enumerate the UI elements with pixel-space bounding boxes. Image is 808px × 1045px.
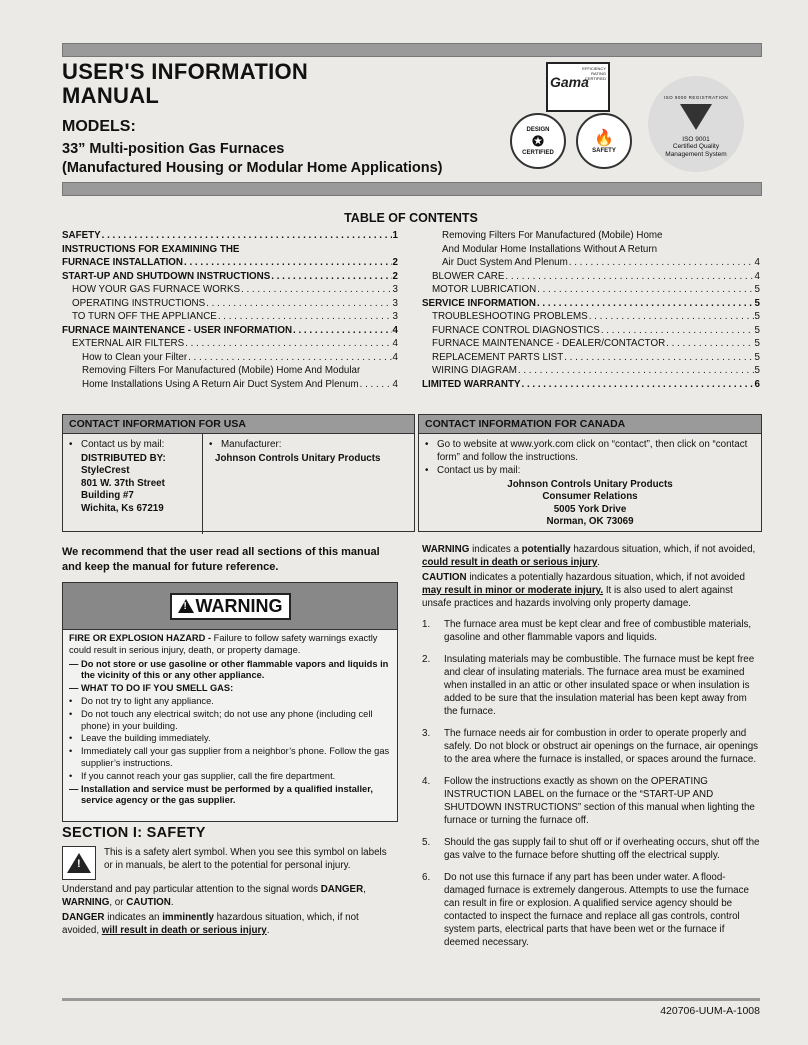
toc-entry-label: FURNACE MAINTENANCE - USER INFORMATION	[62, 324, 293, 336]
contact-usa-box	[62, 414, 415, 532]
bullet-icon: •	[425, 465, 429, 476]
manual-title	[62, 60, 308, 108]
list-item-number: 4.	[422, 776, 431, 787]
toc-entry-page: 5	[754, 338, 760, 349]
flame-icon: 🔥	[594, 130, 614, 147]
seal2-text: SAFETY	[592, 148, 616, 154]
toc-leader-dots	[271, 270, 391, 284]
section-safety-body	[62, 846, 396, 939]
hazard-text: Failure to follow safety warnings exactly could result in serious injury, death, or property damage.	[69, 633, 378, 655]
iso-seal	[648, 76, 744, 172]
list-item	[422, 618, 760, 644]
toc-leader-dots	[218, 310, 392, 324]
dash-icon: —	[69, 683, 79, 694]
bullet-icon: •	[69, 733, 73, 744]
toc-leader-dots	[666, 337, 753, 351]
toc-entry-page: 3	[392, 284, 398, 295]
signal-warning: WARNING	[62, 897, 110, 908]
toc-entry-page: 4	[392, 378, 398, 390]
toc-entry	[62, 256, 398, 270]
warning-box	[62, 582, 398, 822]
toc-entry-page: 4	[754, 257, 760, 268]
toc-leader-dots	[569, 256, 754, 270]
list-item-text: The furnace needs air for combustion in order to operate properly and safely. Do not block or obstruct air openings on the furnace, air openings to the area where the furnace is installed, or spaces around the furnace.	[444, 728, 759, 765]
warning-mid: hazardous situation, which, if not avoided,	[570, 544, 756, 555]
toc-leader-dots	[537, 283, 753, 297]
gama-small-text: EFFICIENCY RATING CERTIFIED	[582, 66, 606, 81]
usa-manufacturer: Johnson Controls Unitary Products	[215, 452, 381, 464]
canada-dept: Consumer Relations	[542, 491, 638, 502]
dash-icon: —	[69, 658, 79, 669]
toc-entry-label: EXTERNAL AIR FILTERS	[72, 338, 185, 349]
list-item-number: 2.	[422, 654, 431, 665]
title-line2: MANUAL	[62, 83, 160, 108]
toc-leader-dots	[564, 351, 753, 365]
list-item-text: Should the gas supply fail to shut off or if overheating occurs, shut off the gas valve to the furnace before shutting off the electrical supply.	[444, 837, 760, 861]
warning-badge	[170, 593, 291, 620]
toc-entry-label: HOW YOUR GAS FURNACE WORKS	[72, 284, 241, 295]
list-item-number: 1.	[422, 619, 431, 630]
signal-end: .	[170, 897, 174, 908]
toc-entry-label: START-UP AND SHUTDOWN INSTRUCTIONS	[62, 270, 271, 282]
canada-mail-label: Contact us by mail:	[437, 465, 521, 476]
safety-numbered-list	[422, 618, 760, 949]
header-bar-bottom	[62, 182, 762, 196]
canada-company: Johnson Controls Unitary Products	[507, 478, 673, 490]
toc-entry-page: 5	[754, 297, 760, 309]
toc-entry-page: 4	[754, 270, 760, 282]
warning-bullet-2: Do not touch any electrical switch; do not use any phone (including cell phone) in your building.	[81, 708, 373, 731]
toc-left-column	[62, 229, 398, 391]
toc-leader-dots	[184, 256, 392, 270]
iso-line1: ISO 9001	[682, 135, 710, 143]
toc-entry	[422, 229, 760, 243]
caution-pre: indicates a potentially hazardous situation, which, if not avoided	[466, 572, 745, 583]
safety-seal	[576, 113, 632, 169]
title-line1: USER'S INFORMATION	[62, 59, 309, 84]
toc-entry-label: How to Clean your Filter	[82, 351, 188, 363]
toc-entry-page: 4	[392, 338, 398, 349]
doc-number: 420706-UUM-A-1008	[660, 1005, 760, 1017]
warning-triangle-icon: !	[178, 599, 194, 613]
dont-store-text: Do not store or use gasoline or other flammable vapors and liquids in the vicinity of this or any other appliance.	[81, 658, 389, 681]
toc-entry	[422, 324, 760, 338]
contact-usa-heading: CONTACT INFORMATION FOR USA	[63, 415, 414, 434]
bullet-icon: •	[69, 746, 73, 757]
contact-canada-body	[419, 434, 761, 533]
contact-canada-box	[418, 414, 762, 532]
toc-entry	[62, 297, 398, 311]
warning-definition	[422, 543, 760, 569]
toc-entry-label: SERVICE INFORMATION	[422, 297, 536, 309]
warning-bullet-4: Immediately call your gas supplier from a neighbor’s phone. Follow the gas supplier’s instructions.	[81, 746, 390, 768]
bullet-icon: •	[69, 770, 73, 781]
list-item-text: The furnace area must be kept clear and free of combustible materials, gasoline and other flammable vapors and liquids.	[444, 619, 752, 643]
toc-leader-dots	[601, 324, 754, 338]
list-item	[422, 653, 760, 718]
seal1-star-icon: ✪	[532, 132, 544, 149]
safety-alert-icon: !	[67, 853, 91, 873]
toc-entry-label: Air Duct System And Plenum	[442, 257, 568, 268]
toc-entry	[422, 378, 760, 392]
list-item	[422, 871, 760, 949]
what-to-do-text: WHAT TO DO IF YOU SMELL GAS:	[81, 683, 234, 694]
bullet-icon: •	[69, 695, 73, 706]
toc-leader-dots	[185, 337, 391, 351]
warning-end: .	[597, 557, 601, 568]
bullet-icon: •	[69, 708, 73, 719]
toc-entry	[422, 337, 760, 351]
warning-content	[63, 630, 397, 811]
warning-pre: indicates a	[469, 544, 522, 555]
toc-entry	[62, 337, 398, 351]
design-certified-seal	[510, 113, 566, 169]
danger-end: .	[266, 925, 270, 936]
toc-entry-label: MOTOR LUBRICATION	[432, 284, 537, 295]
subtitle-line1: 33” Multi-position Gas Furnaces	[62, 141, 285, 157]
toc-entry	[62, 283, 398, 297]
warning-badge-label: WARNING	[195, 595, 283, 616]
toc-entry-label: FURNACE MAINTENANCE - DEALER/CONTACTOR	[432, 338, 666, 349]
toc-entry	[62, 229, 398, 243]
list-item-number: 5.	[422, 837, 431, 848]
toc-entry-label: BLOWER CARE	[432, 270, 505, 282]
toc-entry-page: 5	[754, 365, 760, 376]
toc-entry-label: FURNACE INSTALLATION	[62, 257, 183, 268]
toc-entry-label: WIRING DIAGRAM	[432, 365, 517, 376]
usa-company: StyleCrest	[81, 465, 130, 476]
toc-leader-dots	[293, 324, 392, 338]
install-text: Installation and service must be performed by a qualified installer, service agency or the gas supplier.	[81, 783, 373, 806]
iso-triangle-icon	[680, 104, 712, 130]
toc-entry-page: 2	[392, 270, 398, 282]
warning-bullet-5: If you cannot reach your gas supplier, call the fire department.	[81, 770, 336, 781]
dash-icon: —	[69, 783, 79, 794]
toc-entry-page: 5	[754, 351, 760, 363]
caution-result: may result in minor or moderate injury.	[422, 585, 604, 596]
contact-usa-mail	[63, 434, 203, 534]
list-item	[422, 775, 760, 827]
usa-manufacturer-label: Manufacturer:	[221, 439, 282, 450]
signal-sep1: ,	[363, 884, 366, 895]
danger-imminently: imminently	[162, 912, 214, 923]
toc-entry	[422, 270, 760, 284]
models-label: MODELS:	[62, 118, 136, 135]
caution-end: It is also used to alert against unsafe practices and hazards involving only property damage.	[422, 585, 733, 609]
warning-header	[63, 583, 397, 630]
caution-word: CAUTION	[422, 572, 467, 583]
section-safety-heading: SECTION I: SAFETY	[62, 825, 206, 841]
hazard-title: FIRE OR EXPLOSION HAZARD -	[69, 633, 212, 643]
safety-alert-symbol	[62, 846, 96, 880]
toc-entry-label: Home Installations Using A Return Air Duct System And Plenum	[82, 378, 359, 390]
contact-usa-manufacturer	[203, 434, 414, 534]
signal-danger: DANGER	[320, 884, 364, 895]
toc-entry-page: 5	[754, 324, 760, 336]
toc-entry	[422, 283, 760, 297]
toc-entry-label: INSTRUCTIONS FOR EXAMINING THE	[62, 243, 240, 255]
toc-entry-page: 6	[754, 378, 760, 390]
toc-entry	[62, 310, 398, 324]
toc-entry-label: OPERATING INSTRUCTIONS	[72, 297, 206, 309]
danger-pre: indicates an	[104, 912, 163, 923]
bullet-icon: •	[425, 439, 429, 450]
contact-canada-heading: CONTACT INFORMATION FOR CANADA	[419, 415, 761, 434]
toc-entry-label: TO TURN OFF THE APPLIANCE	[72, 311, 217, 322]
usa-mail-label: Contact us by mail:	[81, 439, 165, 450]
seal1-bottom-text: CERTIFIED	[522, 149, 554, 156]
iso-arc-text: ISO 9000 REGISTRATION	[663, 95, 729, 100]
toc-leader-dots	[505, 270, 753, 284]
toc-entry-page: 3	[392, 311, 398, 322]
canada-street: 5005 York Drive	[553, 503, 627, 515]
toc-leader-dots	[188, 351, 391, 365]
danger-word: DANGER	[62, 912, 105, 923]
toc-entry	[422, 243, 760, 257]
toc-entry-label: FURNACE CONTROL DIAGNOSTICS	[432, 324, 600, 336]
toc-entry-page: 1	[392, 230, 398, 241]
toc-entry-label: Removing Filters For Manufactured (Mobile) Home	[442, 230, 663, 241]
toc-entry	[422, 297, 760, 311]
gama-logo-text: Gama	[550, 74, 589, 90]
bullet-icon: •	[69, 439, 73, 450]
list-item	[422, 727, 760, 766]
toc-entry	[422, 256, 760, 270]
toc-title: TABLE OF CONTENTS	[344, 211, 478, 225]
signal-caution: CAUTION	[126, 897, 171, 908]
toc-entry	[62, 243, 398, 257]
iso-line2: Certified Quality	[672, 143, 720, 150]
toc-leader-dots	[518, 364, 754, 378]
signal-words-text	[62, 883, 396, 909]
toc-entry-label: SAFETY	[62, 230, 101, 241]
warning-word: WARNING	[422, 544, 470, 555]
toc-entry-label: TROUBLESHOOTING PROBLEMS	[432, 311, 588, 322]
list-item-text: Follow the instructions exactly as shown on the OPERATING INSTRUCTION LABEL on the furnace or the “START-UP AND SHUTDOWN INSTRUCTIONS” section of this manual when lighting the furnace or turning the furnace off.	[444, 776, 755, 826]
caution-definition	[422, 571, 760, 610]
toc-entry-page: 4	[392, 351, 398, 363]
toc-leader-dots	[360, 378, 392, 392]
usa-distributed-by: DISTRIBUTED BY:	[81, 452, 166, 464]
toc-entry	[422, 310, 760, 324]
list-item-number: 3.	[422, 728, 431, 739]
toc-entry-page: 3	[392, 297, 398, 309]
canada-city: Norman, OK 73069	[546, 516, 634, 527]
toc-leader-dots	[537, 297, 754, 311]
toc-entry-page: 5	[754, 284, 760, 295]
warning-bullet-1: Do not try to light any appliance.	[81, 695, 214, 706]
toc-entry-page: 5	[754, 311, 760, 322]
models-subtitle	[62, 140, 443, 178]
usa-city: Wichita, Ks 67219	[81, 502, 164, 514]
usa-building: Building #7	[81, 490, 134, 501]
toc-leader-dots	[589, 310, 754, 324]
signal-sep2: , or	[109, 897, 127, 908]
toc-entry-page: 2	[392, 257, 398, 268]
list-item-text: Insulating materials may be combustible. The furnace must be kept free and clear of insulating materials. The furnace area must be examined when installed in an attic or other insulated space or when insulation is added to be sure that the insulation material has been kept away from the furnace.	[444, 654, 755, 717]
toc-leader-dots	[206, 297, 391, 311]
toc-entry-label: Removing Filters For Manufactured (Mobile) Home And Modular	[82, 365, 361, 376]
toc-entry	[62, 351, 398, 365]
list-item-number: 6.	[422, 872, 431, 883]
toc-leader-dots	[522, 378, 754, 392]
danger-text	[62, 911, 396, 937]
danger-mid: hazardous situation, which, if not avoided,	[62, 912, 359, 936]
toc-entry	[62, 324, 398, 338]
safety-alert-text: This is a safety alert symbol. When you see this symbol on labels or in manuals, be alert to the potential for personal injury.	[104, 847, 387, 871]
toc-entry-label: And Modular Home Installations Without A Return	[442, 243, 658, 255]
canada-web-text: Go to website at www.york.com click on “contact”, then click on “contact form” and follow the instructions.	[437, 439, 748, 463]
footer-line	[62, 998, 760, 1001]
danger-result: will result in death or serious injury	[101, 925, 267, 936]
signal-pre: Understand and pay particular attention to the signal words	[62, 884, 321, 895]
warning-result: could result in death or serious injury	[422, 557, 598, 568]
list-item-text: Do not use this furnace if any part has been under water. A flood-damaged furnace is extremely dangerous. Attempts to use the furnace can result in fire or explosion. A qualified service agency should be contacted to inspect the furnace and replace all gas controls, control system parts, electrical parts that have been wet or the furnace if deemed necessary.	[444, 872, 749, 948]
right-column	[422, 543, 760, 958]
bullet-icon: •	[209, 439, 213, 450]
list-item	[422, 836, 760, 862]
toc-entry	[62, 378, 398, 392]
toc-entry	[422, 351, 760, 365]
toc-entry-label: LIMITED WARRANTY	[422, 378, 521, 390]
toc-entry	[422, 364, 760, 378]
toc-leader-dots	[102, 229, 392, 243]
toc-entry	[62, 270, 398, 284]
usa-street: 801 W. 37th Street	[81, 477, 165, 489]
toc-leader-dots	[241, 283, 392, 297]
recommend-text: We recommend that the user read all sections of this manual and keep the manual for future reference.	[62, 546, 380, 573]
header-bar	[62, 43, 762, 57]
iso-line3: Management System	[665, 150, 727, 158]
warning-bullet-3: Leave the building immediately.	[81, 733, 211, 744]
toc-entry-label: REPLACEMENT PARTS LIST	[432, 351, 564, 363]
toc-entry	[62, 364, 398, 378]
gama-logo	[546, 62, 610, 112]
subtitle-line2: (Manufactured Housing or Modular Home Applications)	[62, 160, 443, 176]
toc-right-column	[422, 229, 760, 391]
warning-potentially: potentially	[521, 544, 571, 555]
seal1-top-text: DESIGN	[526, 126, 550, 133]
toc-entry-page: 4	[392, 324, 398, 336]
